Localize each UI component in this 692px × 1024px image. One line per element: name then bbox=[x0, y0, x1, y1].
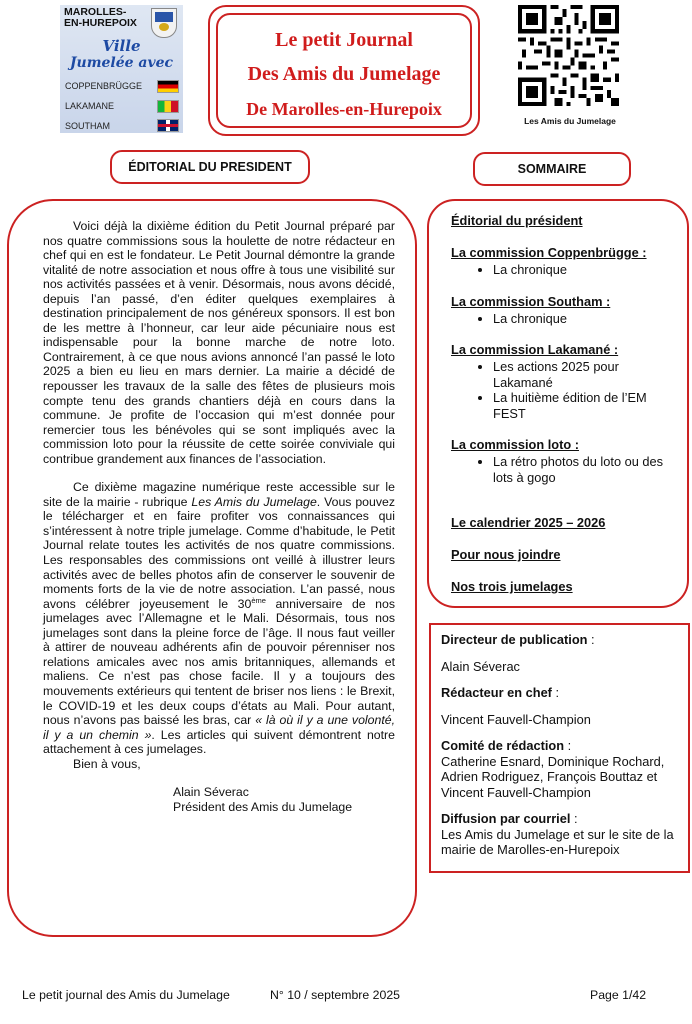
credits-box bbox=[429, 623, 690, 873]
sommaire-header: SOMMAIRE bbox=[473, 152, 631, 186]
sommaire-list bbox=[451, 262, 681, 278]
directeur-row: Directeur de publication : bbox=[441, 632, 595, 647]
sommaire-item[interactable]: • La chronique bbox=[493, 311, 681, 327]
coat-of-arms-icon bbox=[151, 8, 177, 38]
redacteur-value: Vincent Fauvell-Champion bbox=[441, 711, 591, 727]
editorial-p2-emphasis: Les Amis du Jumelage bbox=[191, 494, 317, 509]
journal-title-box bbox=[208, 5, 480, 136]
sommaire-item[interactable]: • La chronique bbox=[493, 262, 681, 278]
footer-journal-name: Le petit journal des Amis du Jumelage bbox=[22, 988, 230, 1002]
title-line-1: Le petit Journal bbox=[275, 29, 413, 51]
editorial-p2-quote: « là où il y a une volonté, il y a un chemin » bbox=[43, 713, 395, 742]
comite-value: Catherine Esnard, Dominique Rochard, Adrien Rodriguez, François Bouttaz et Vincent Fauvell-Champion bbox=[441, 753, 665, 800]
editorial-p2-superscript: ème bbox=[251, 595, 266, 605]
town-twinning-logo bbox=[60, 5, 183, 133]
editorial-p2-part-a: Ce dixième magazine numérique reste accessible sur le site de la mairie - rubrique bbox=[43, 480, 395, 509]
sommaire-list bbox=[451, 311, 681, 327]
comite-row: Comité de rédaction : bbox=[441, 738, 572, 753]
editorial-box bbox=[7, 199, 417, 937]
sommaire-item[interactable]: • La rétro photos du loto ou des lots à gogo bbox=[493, 454, 681, 485]
sommaire-section bbox=[451, 245, 681, 278]
sommaire-content bbox=[451, 213, 681, 611]
sommaire-section bbox=[451, 294, 681, 327]
editorial-paragraph-1: Voici déjà la dixième édition du Petit Journal préparé par nos quatre commissions sous la houlette de notre rédacteur en chef qui en est le fondateur. Le Petit Journal démontre la grande vitalité de notre association et nous offre à tous une visibilité sur nos activités passées et à venir. Désormais, nous avons décidé, depuis l’an passé, d’en éditer quelques exemplaires à destination principalement de nos généreux sponsors. Il est bon de les mettre à l’honneur, car leur aide pécuniaire nous est indispensable pour la bonne marche de notre loto. Contrairement, à ce que nous avions annoncé l’an passé le loto 2025 a bien eu lieu en mars dernier. La mairie a décidé de repousser les travaux de la salle des fêtes de plusieurs mois compte tenu des grands chantiers déjà en cours dans la commune. Je profite de l’occasion qui m’est donnée pour remercier tous les bénévoles qui se sont impliqués avec la commission loto pour la réussite de cette soirée conviviale qui contribue grandement aux finances de l’association. bbox=[43, 219, 395, 466]
sommaire-twinnings-block bbox=[451, 579, 681, 595]
sommaire-box bbox=[427, 199, 689, 608]
logo-city-coppenbrugge: COPPENBRÜGGE bbox=[65, 81, 143, 91]
sommaire-calendar-block bbox=[451, 515, 681, 531]
title-line-3: De Marolles-en-Hurepoix bbox=[246, 99, 442, 119]
sommaire-link-coppenbrugge[interactable]: La commission Coppenbrügge : bbox=[451, 245, 647, 260]
germany-flag-icon bbox=[157, 80, 179, 93]
directeur-label: Directeur de publication bbox=[441, 632, 588, 647]
editorial-paragraph-2 bbox=[43, 480, 395, 756]
uk-flag-icon bbox=[157, 119, 179, 132]
sommaire-link-jumelages[interactable]: Nos trois jumelages bbox=[451, 579, 573, 594]
mali-flag-icon bbox=[157, 100, 179, 113]
sommaire-link-southam[interactable]: La commission Southam : bbox=[451, 293, 611, 309]
editorial-text bbox=[43, 219, 395, 814]
editorial-header: ÉDITORIAL DU PRESIDENT bbox=[110, 150, 310, 184]
sommaire-link-editorial[interactable]: Éditorial du président bbox=[451, 213, 583, 228]
logo-line1: Ville bbox=[102, 37, 141, 55]
editorial-p2-part-d: . Les articles qui suivent démontrent notre attachement à ces jumelages. bbox=[43, 727, 395, 757]
logo-town-name: MAROLLES-EN-HUREPOIX bbox=[64, 6, 137, 29]
editorial-signature-title: Président des Amis du Jumelage bbox=[173, 799, 353, 814]
editorial-signature-name: Alain Séverac bbox=[173, 785, 249, 800]
qr-code-icon[interactable] bbox=[518, 5, 619, 106]
credits-content bbox=[441, 632, 685, 858]
footer-issue-number: N° 10 / septembre 2025 bbox=[270, 988, 401, 1002]
redacteur-row: Rédacteur en chef : bbox=[441, 685, 560, 700]
diffusion-label: Diffusion par courriel bbox=[441, 811, 571, 826]
logo-line2: Jumelée avec bbox=[69, 55, 174, 71]
footer-page-number: Page 1/42 bbox=[590, 988, 647, 1002]
qr-caption: Les Amis du Jumelage bbox=[524, 116, 616, 126]
editorial-closing: Bien à vous, bbox=[73, 756, 141, 771]
logo-city-lakamane: LAKAMANE bbox=[65, 101, 115, 111]
sommaire-section bbox=[451, 342, 681, 421]
sommaire-list bbox=[451, 359, 681, 421]
directeur-value: Alain Séverac bbox=[441, 658, 520, 674]
title-line-2: Des Amis du Jumelage bbox=[247, 63, 441, 85]
diffusion-value: Les Amis du Jumelage et sur le site de la mairie de Marolles-en-Hurepoix bbox=[441, 826, 674, 857]
logo-city-southam: SOUTHAM bbox=[65, 121, 110, 131]
sommaire-list bbox=[451, 454, 681, 485]
sommaire-item[interactable]: • La huitième édition de l’EM FEST bbox=[493, 390, 681, 421]
sommaire-section bbox=[451, 437, 681, 485]
sommaire-link-joindre[interactable]: Pour nous joindre bbox=[451, 547, 561, 562]
editorial-p2-part-c: anniversaire de nos jumelages avec l’Allemagne et le Mali. Désormais, tous nos jumelages sont dans la pleine force de l’âge. Il nous faut veiller à attirer de nouveau adhérents afin de pouvoir pérenniser nos relations amicales avec nos amis britanniques, allemands et maliens. Ce n’est pas chose facile. Il y a toujours des mouvements extérieurs qui tentent de briser nos liens : le Brexit, le COVID-19 et les deux coups d’états au Mali. Pour autant, nous n’avons pas baissé les bras, car bbox=[43, 596, 395, 728]
sommaire-link-calendrier[interactable]: Le calendrier 2025 – 2026 bbox=[451, 515, 606, 530]
comite-label: Comité de rédaction bbox=[441, 738, 565, 753]
sommaire-link-lakamane[interactable]: La commission Lakamané : bbox=[451, 342, 619, 357]
redacteur-label: Rédacteur en chef bbox=[441, 685, 552, 700]
sommaire-editorial-block bbox=[451, 213, 681, 229]
title-inner-frame bbox=[216, 13, 472, 128]
diffusion-row: Diffusion par courriel : bbox=[441, 811, 578, 826]
sommaire-item[interactable]: • Les actions 2025 pour Lakamané bbox=[493, 359, 681, 390]
sommaire-contact-block bbox=[451, 547, 681, 563]
sommaire-link-loto[interactable]: La commission loto : bbox=[451, 437, 579, 452]
editorial-p2-part-b: . Vous pouvez le télécharger et en faire profiter vos connaissances qui s’intéressent à notre triple jumelage. Comme d’habitude, le Petit Journal relate toutes les activités de nos quatre commissions. Les responsables des commissions ont veillé à illustrer leurs activités avec de belles photos afin de conserver le souvenir de moments forts de la vie de notre association. L’an passé, nous avons célébrer joyeusement le 30 bbox=[43, 494, 395, 611]
